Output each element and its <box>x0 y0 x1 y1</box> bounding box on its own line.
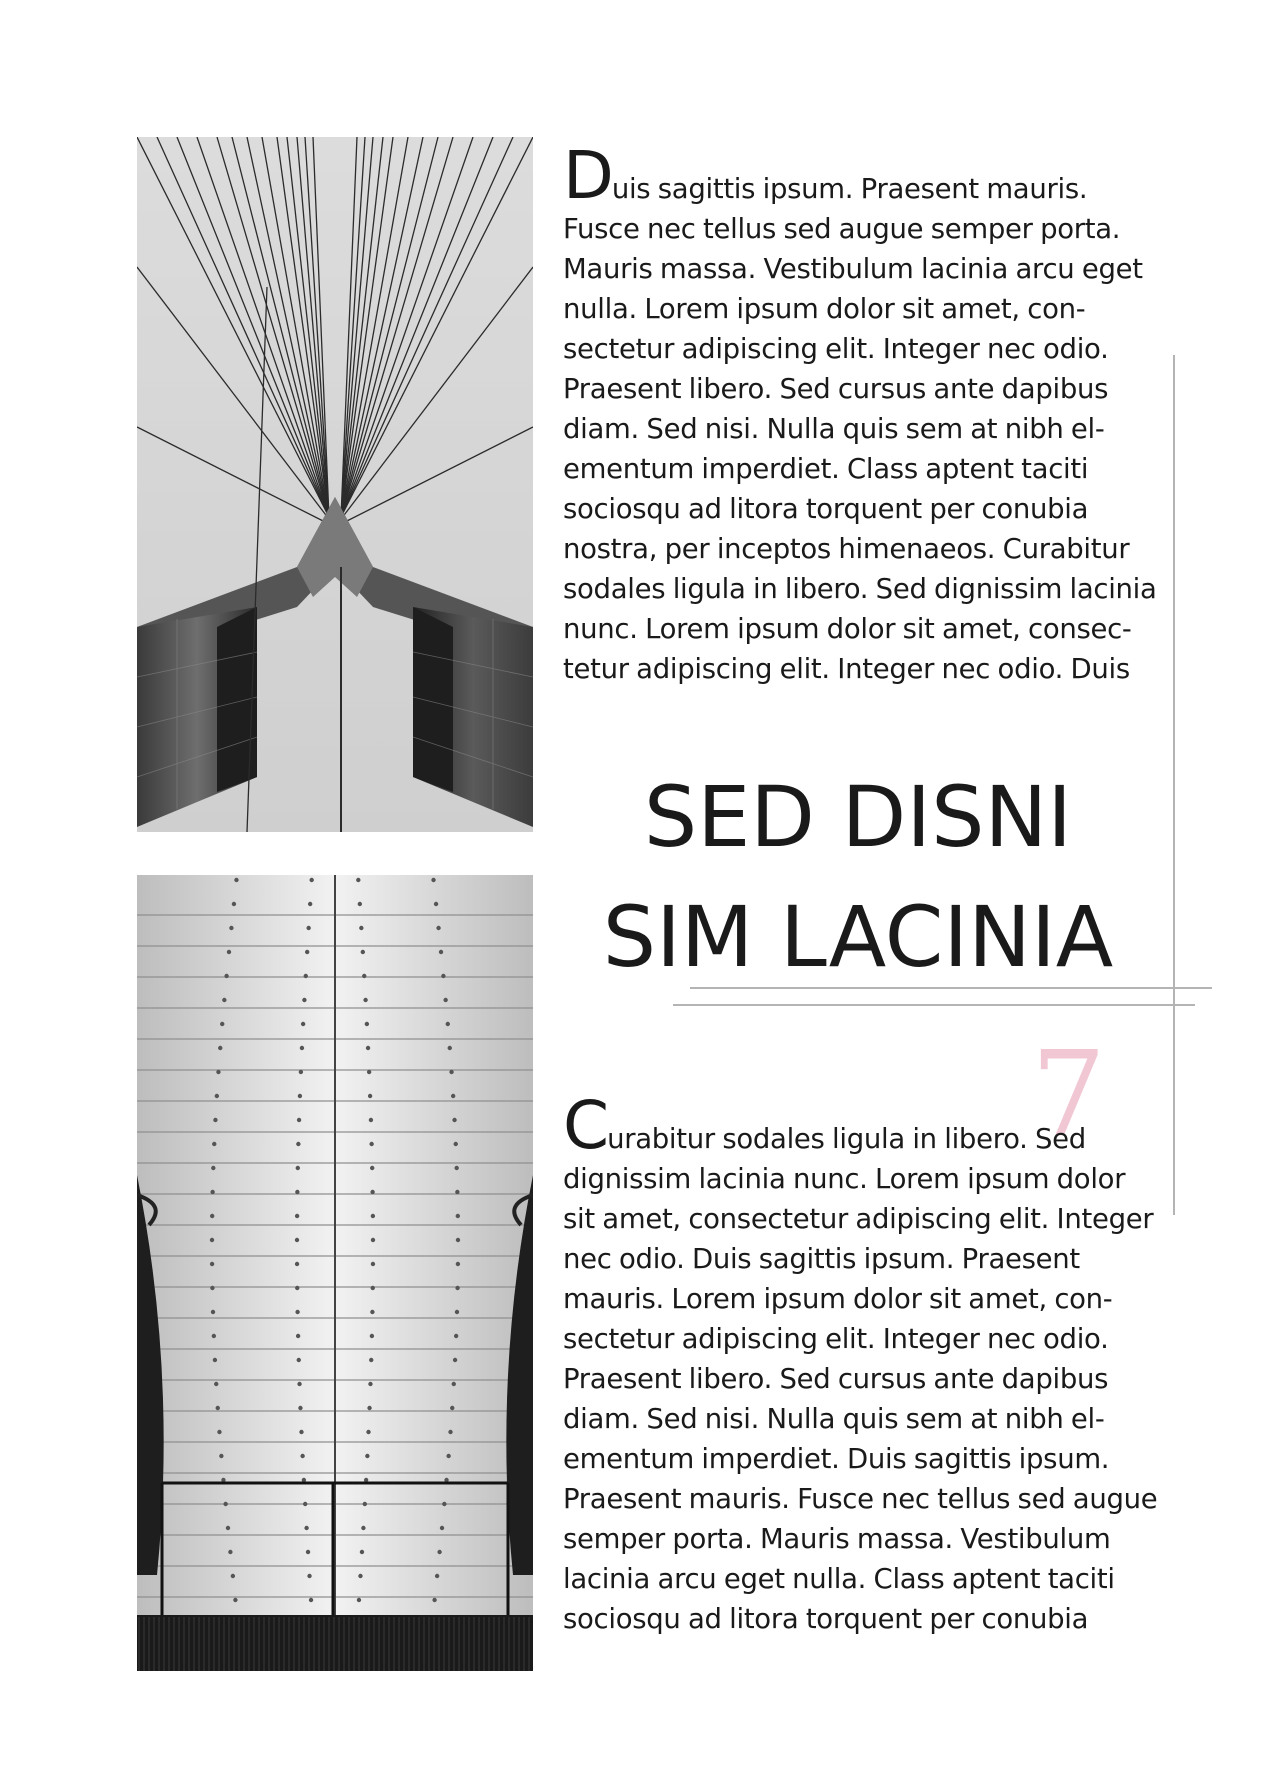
paragraph-line: nulla. Lorem ipsum dolor sit amet, con- <box>563 293 1086 325</box>
paragraph-line: ementum imperdiet. Duis sagittis ipsum. <box>563 1443 1110 1475</box>
headline-line-1: SED DISNI <box>643 768 1073 866</box>
paragraph-line: Praesent libero. Sed cursus ante dapibus <box>563 373 1109 405</box>
page-number: 7 <box>1031 1025 1107 1163</box>
article-paragraph-2 <box>563 1087 1163 1639</box>
vertical-rule <box>1173 355 1175 1215</box>
paragraph-line: sodales ligula in libero. Sed dignissim lacinia <box>563 573 1157 605</box>
headline <box>563 757 1153 997</box>
horizontal-rule <box>673 1004 1195 1006</box>
paragraph-line: tetur adipiscing elit. Integer nec odio. Duis <box>563 653 1130 685</box>
paragraph-line: diam. Sed nisi. Nulla quis sem at nibh el- <box>563 1403 1105 1435</box>
paragraph-line: diam. Sed nisi. Nulla quis sem at nibh el- <box>563 413 1105 445</box>
paragraph-line: sociosqu ad litora torquent per conubia <box>563 1603 1089 1635</box>
horizontal-rule <box>690 987 1212 989</box>
paragraph-line <box>563 1087 1163 1164</box>
headline-line-2: SIM LACINIA <box>602 888 1114 986</box>
paragraph-line: Praesent mauris. Fusce nec tellus sed augue <box>563 1483 1158 1515</box>
paragraph-line: sectetur adipiscing elit. Integer nec odio. <box>563 1323 1109 1355</box>
paragraph-line: nec odio. Duis sagittis ipsum. Praesent <box>563 1243 1080 1275</box>
paragraph-line: sit amet, consectetur adipiscing elit. Integer <box>563 1203 1154 1235</box>
paragraph-line: dignissim lacinia nunc. Lorem ipsum dolor <box>563 1163 1126 1195</box>
paragraph-line: lacinia arcu eget nulla. Class aptent taciti <box>563 1563 1115 1595</box>
drop-cap: C <box>563 1087 608 1164</box>
bridge-pylon-photo <box>137 137 533 832</box>
paragraph-line: Mauris massa. Vestibulum lacinia arcu eget <box>563 253 1143 285</box>
article-paragraph-1 <box>563 137 1163 689</box>
paragraph-line: ementum imperdiet. Class aptent taciti <box>563 453 1089 485</box>
paragraph-line: Fusce nec tellus sed augue semper porta. <box>563 213 1121 245</box>
paragraph-line: nostra, per inceptos himenaeos. Curabitur <box>563 533 1130 565</box>
paragraph-line: sectetur adipiscing elit. Integer nec odio. <box>563 333 1109 365</box>
paragraph-line: Praesent libero. Sed cursus ante dapibus <box>563 1363 1109 1395</box>
ceiling-corridor-photo <box>137 875 533 1671</box>
paragraph-line: semper porta. Mauris massa. Vestibulum <box>563 1523 1111 1555</box>
paragraph-line: mauris. Lorem ipsum dolor sit amet, con- <box>563 1283 1113 1315</box>
paragraph-line: nunc. Lorem ipsum dolor sit amet, consec- <box>563 613 1132 645</box>
drop-cap: D <box>563 137 612 214</box>
paragraph-line-text: uis sagittis ipsum. Praesent mauris. <box>611 173 1088 205</box>
paragraph-line-text: urabitur sodales ligula in libero. Sed <box>607 1123 1086 1155</box>
paragraph-line <box>563 137 1163 214</box>
paragraph-line: sociosqu ad litora torquent per conubia <box>563 493 1089 525</box>
